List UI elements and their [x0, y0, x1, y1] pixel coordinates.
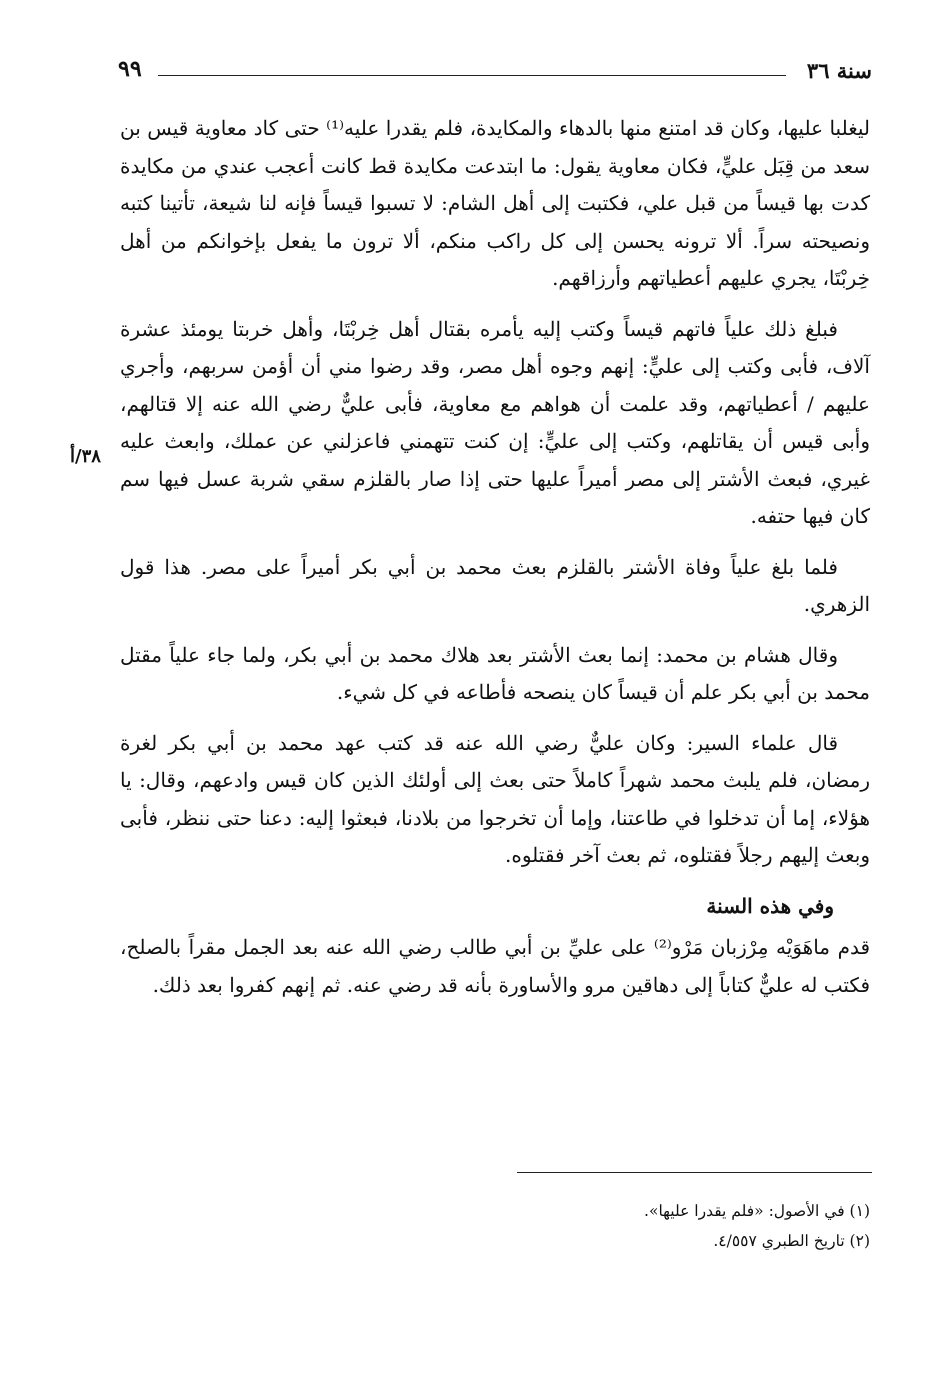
- paragraph-1: ليغلبا عليها، وكان قد امتنع منها بالدهاء والمكايدة، فلم يقدرا عليه⁽¹⁾ حتى كاد معاوية قيس بن سعد من قِبَل عليٍّ، فكان معاوية يقول: ما ابتدعت مكايدة قط كانت أعجب عندي من مكايدة كدت بها قيساً من قبل علي، فكتبت إلى أهل الشام: لا تسبوا قيساً فإنه لنا شيعة، تأتينا كتبه ونصيحته سراً. ألا ترونه يحسن إلى كل راكب منكم، ألا ترون ما يفعل بإخوانكم من أهل خِربْتَا، يجري عليهم أعطياتهم وأرزاقهم.: [120, 116, 870, 290]
- header-rule: [158, 75, 786, 76]
- main-text: [120, 110, 870, 1017]
- page-number: ٩٩: [118, 56, 142, 82]
- footnotes: [300, 1196, 870, 1256]
- footnote-2: (٢) تاريخ الطبري ٤/٥٥٧.: [713, 1232, 870, 1250]
- manuscript-folio-note: ٣٨/أ: [70, 446, 101, 467]
- footnote-1: (١) في الأصول: «فلم يقدرا عليها».: [644, 1202, 870, 1220]
- paragraph-2: فبلغ ذلك علياً فاتهم قيساً وكتب إليه يأمره بقتال أهل خِربْتَا، وأهل خربتا يومئذ عشرة آلاف، فأبى وكتب إلى عليٍّ: إنهم وجوه أهل مصر، وقد رضوا مني أن أؤمن سربهم، وأجري عليهم / أعطياتهم، وقد علمت أن هواهم مع معاوية، فأبى عليٌّ رضي الله عنه إلا قتالهم، وأبى قيس أن يقاتلهم، وكتب إلى عليٍّ: إن كنت تتهمني فاعزلني عن عملك، وابعث عليه غيري، فبعث الأشتر إلى مصر أميراً عليها حتى إذا صار بالقلزم سقي شربة عسل فيها سم كان فيها حتفه.: [120, 316, 870, 528]
- footnote-rule: [517, 1172, 872, 1173]
- paragraph-5: قال علماء السير: وكان عليٌّ رضي الله عنه قد كتب عهد محمد بن أبي بكر لغرة رمضان، فلم يلبث محمد شهراً كاملاً حتى بعث إلى أولئك الذين كان قيس وادعهم، وقال: يا هؤلاء، إما أن تدخلوا في طاعتنا، وإما أن تخرجوا من بلادنا، فبعثوا إليه: دعنا حتى ننظر، فأبى وبعث إليهم رجلاً فقتلوه، ثم بعث آخر فقتلوه.: [120, 730, 870, 867]
- paragraph-3: فلما بلغ علياً وفاة الأشتر بالقلزم بعث محمد بن أبي بكر أميراً على مصر. هذا قول الزهري.: [120, 554, 870, 616]
- header-year-label: سنة ٣٦: [806, 58, 872, 83]
- paragraph-6: قدم ماهَوَيْه مِرْزبان مَرْو⁽²⁾ على عليِّ بن أبي طالب رضي الله عنه بعد الجمل مقراً بالصلح، فكتب له عليٌّ كتاباً إلى دهاقين مرو والأساورة بأنه قد رضي عنه. ثم إنهم كفروا بعد ذلك.: [120, 935, 871, 997]
- section-heading: وفي هذه السنة: [706, 893, 834, 918]
- paragraph-4: وقال هشام بن محمد: إنما بعث الأشتر بعد هلاك محمد بن أبي بكر، ولما جاء علياً مقتل محمد بن أبي بكر علم أن قيساً كان ينصحه فأطاعه في كل شيء.: [120, 642, 870, 704]
- running-header: [118, 52, 872, 92]
